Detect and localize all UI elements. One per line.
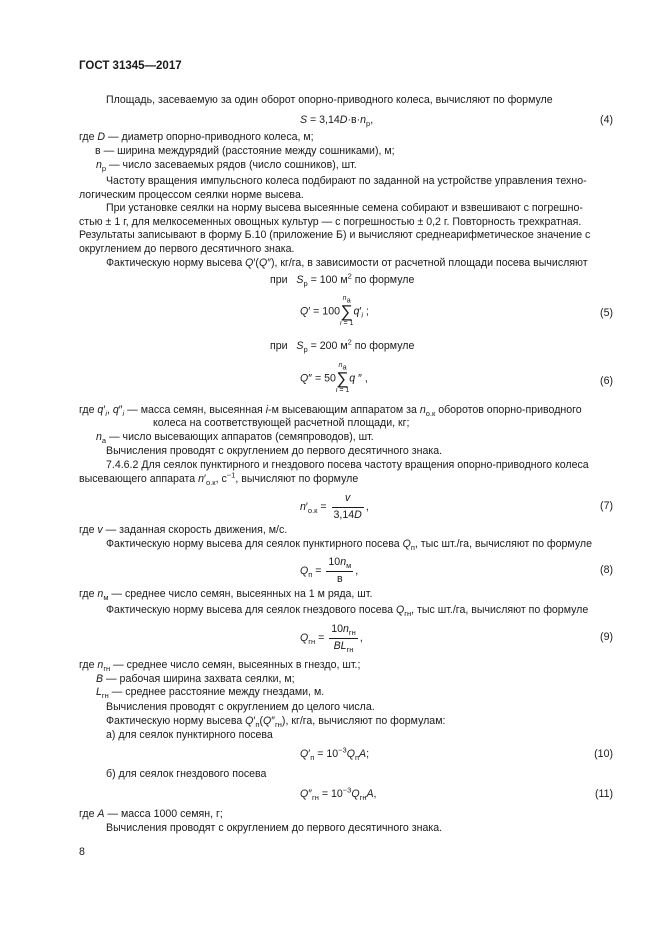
where-b: B — рабочая ширина захвата сеялки, м; bbox=[96, 673, 295, 685]
formula-6: $Q'' = 50n_а$ ∑ i = 1q ″ , bbox=[300, 362, 368, 394]
formula-11: $Q''_{гн} = 10^{-3}Q_{гн}A$, bbox=[300, 785, 377, 803]
paragraph-area-intro: Площадь, засеваемую за один оборот опорно-приводного колеса, вычисляют по формуле bbox=[106, 94, 553, 106]
paragraph-dotted: Фактическую норму высева для сеялок пунктирного посева $Q_п$, тыс шт./га, вычисляют по формуле bbox=[106, 538, 592, 553]
where-v: в — ширина междурядий (расстояние между сошниками), м; bbox=[95, 145, 395, 157]
paragraph-weigh-3: Результаты записывают в форму Б.10 (приложение Б) и вычисляют среднеарифметическое значение с bbox=[79, 229, 591, 241]
paragraph-weigh-4: округлением до первого десятичного знака. bbox=[79, 243, 295, 255]
where-v-speed: где v — заданная скорость движения, м/с. bbox=[79, 524, 288, 536]
paragraph-formulas: Фактическую норму высева $Q'_п(Q''_{гн})$, кг/га, вычисляют по формулам: bbox=[106, 715, 446, 730]
paragraph-rounding-1: Вычисления проводят с округлением до первого десятичного знака. bbox=[106, 445, 443, 457]
formula-number-5: (5) bbox=[600, 307, 613, 319]
formula-number-4: (4) bbox=[600, 114, 613, 126]
sum-symbol: $n_а$ ∑ i = 1 bbox=[335, 362, 350, 394]
formula-number-8: (8) bbox=[600, 564, 613, 576]
item-b: б) для сеялок гнездового посева bbox=[106, 768, 267, 780]
paragraph-rounding-2: Вычисления проводят с округлением до целого числа. bbox=[106, 701, 375, 713]
paragraph-weigh-2: стью ± 1 г, для мелкосеменных овощных культур — с погрешностью ± 0,2 г. Повторность трехкратная. bbox=[79, 216, 582, 228]
paragraph-weigh-1: При установке сеялки на норму высева высеянные семена собирают и взвешивают с погрешно- bbox=[106, 202, 583, 214]
where-q: где $q'_i$, $q''_i$ — масса семян, высеянная i-м высевающим аппаратом за $n_{о.к}$ оборотов опорно-приводного bbox=[79, 404, 582, 419]
where-a: где A — масса 1000 семян, г; bbox=[79, 808, 223, 820]
formula-8: $Q_п$ = $\frac{10n_м}{в}$ , bbox=[300, 556, 359, 585]
page-number: 8 bbox=[79, 846, 85, 858]
paragraph-impulse-1: Частоту вращения импульсного колеса подбирают по заданной на устройстве управления техно- bbox=[106, 175, 587, 187]
paragraph-actual-rate: Фактическую норму высева Q′(Q″), кг/га, в зависимости от расчетной площади посева вычисляют bbox=[106, 257, 588, 269]
formula-10: $Q'_п = 10^{-3}Q_пA$; bbox=[300, 745, 370, 763]
paragraph-rounding-3: Вычисления проводят с округлением до первого десятичного знака. bbox=[106, 822, 443, 834]
item-a: а) для сеялок пунктирного посева bbox=[106, 729, 273, 741]
paragraph-7462-1: 7.4.6.2 Для сеялок пунктирного и гнездового посева частоту вращения опорно-приводного колеса bbox=[106, 459, 589, 471]
formula-number-6: (6) bbox=[600, 375, 613, 387]
where-ngn: где $n_{гн}$ — среднее число семян, высеянных в гнездо, шт.; bbox=[79, 659, 361, 674]
where-na: $n_а$ — число высевающих аппаратов (семяпроводов), шт. bbox=[96, 431, 374, 446]
paragraph-nest: Фактическую норму высева для сеялок гнездового посева $Q_{гн}$, тыс шт./га, вычисляют по формуле bbox=[106, 604, 589, 619]
document-header: ГОСТ 31345—2017 bbox=[79, 60, 182, 72]
paragraph-impulse-2: логическим процессом сеялки норме высева. bbox=[79, 189, 304, 201]
where-d: где D — диаметр опорно-приводного колеса, м; bbox=[79, 131, 314, 143]
where-np: $n_р$ — число засеваемых рядов (число сошников), шт. bbox=[96, 159, 357, 174]
condition-200: при $S_р = 200$ $м^2$ по формуле bbox=[270, 337, 415, 355]
where-nm: где $n_м$ — среднее число семян, высеянных на 1 м ряда, шт. bbox=[79, 588, 373, 603]
formula-4: $S = 3,14D\cdot в\cdot n_р$, bbox=[300, 114, 374, 129]
formula-number-9: (9) bbox=[600, 631, 613, 643]
where-q-cont: колеса на соответствующей расчетной площади, кг; bbox=[153, 417, 410, 429]
formula-number-11: (11) bbox=[594, 788, 613, 800]
formula-5: $Q' = 100n_а$ ∑ $i = 1q'_i$ ; bbox=[300, 295, 369, 327]
formula-number-10: (10) bbox=[594, 748, 613, 760]
formula-7: $n'_{о.к}$ = $\frac{v}{3,14D}$ , bbox=[300, 492, 369, 521]
formula-number-7: (7) bbox=[600, 500, 613, 512]
sum-symbol: $n_а$ ∑ i = 1 bbox=[340, 295, 354, 327]
where-lgn: $L_{гн}$ — среднее расстояние между гнездами, м. bbox=[96, 686, 325, 701]
condition-100: при $S_р = 100$ $м^2$ по формуле bbox=[270, 271, 415, 289]
paragraph-7462-2: высевающего аппарата $n'_{о.к}$, $с^{-1}$, вычисляют по формуле bbox=[79, 470, 359, 488]
formula-9: $Q_{гн}$ = $\frac{10n_{гн}}{BL_{гн}}$ , bbox=[300, 623, 363, 654]
